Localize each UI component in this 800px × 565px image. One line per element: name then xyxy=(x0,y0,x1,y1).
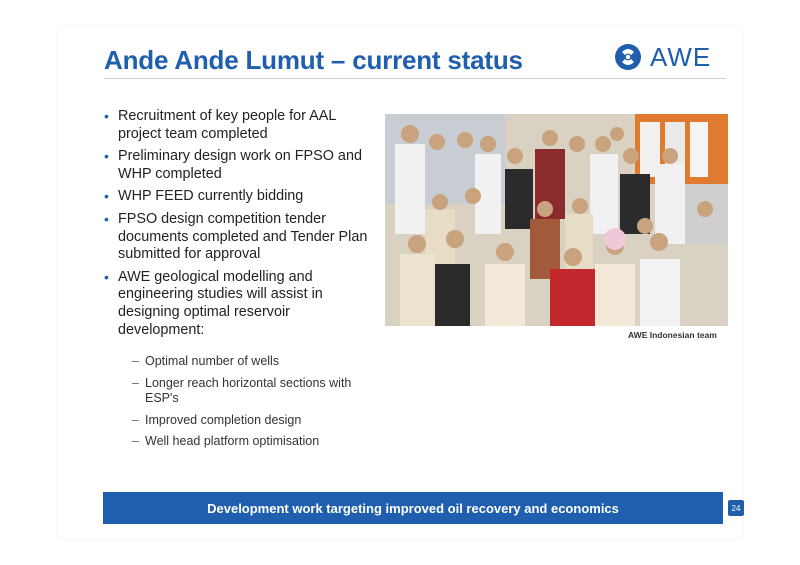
logo-text: AWE xyxy=(650,41,712,72)
bullet-item: • Recruitment of key people for AAL project team completed xyxy=(104,108,380,143)
team-group-photo xyxy=(385,114,728,326)
footer-banner: Development work targeting improved oil recovery and economics xyxy=(103,492,723,524)
bullet-item: • AWE geological modelling and engineering studies will assist in designing optimal reservoir development: xyxy=(104,269,380,339)
awe-swirl-logo-icon xyxy=(614,43,642,71)
sub-bullet-item: – Improved completion design xyxy=(132,413,372,429)
awe-logo xyxy=(614,40,711,74)
team-photo-illustration xyxy=(385,114,728,326)
bullet-item: • Preliminary design work on FPSO and WHP completed xyxy=(104,148,380,183)
bullet-item: • WHP FEED currently bidding xyxy=(104,188,380,206)
bullet-item: • FPSO design competition tender documents completed and Tender Plan submitted for approval xyxy=(104,211,380,264)
bullet-list xyxy=(104,108,380,344)
slide-title: Ande Ande Lumut – current status xyxy=(104,45,523,75)
page-number: 24 xyxy=(728,500,744,516)
sub-bullet-item: – Optimal number of wells xyxy=(132,354,372,370)
sub-bullet-item: – Well head platform optimisation xyxy=(132,434,372,450)
sub-bullet-item: – Longer reach horizontal sections with ESP's xyxy=(132,376,372,407)
photo-caption: AWE Indonesian team xyxy=(628,330,717,340)
title-divider xyxy=(104,78,726,79)
sub-bullet-list xyxy=(132,354,372,456)
